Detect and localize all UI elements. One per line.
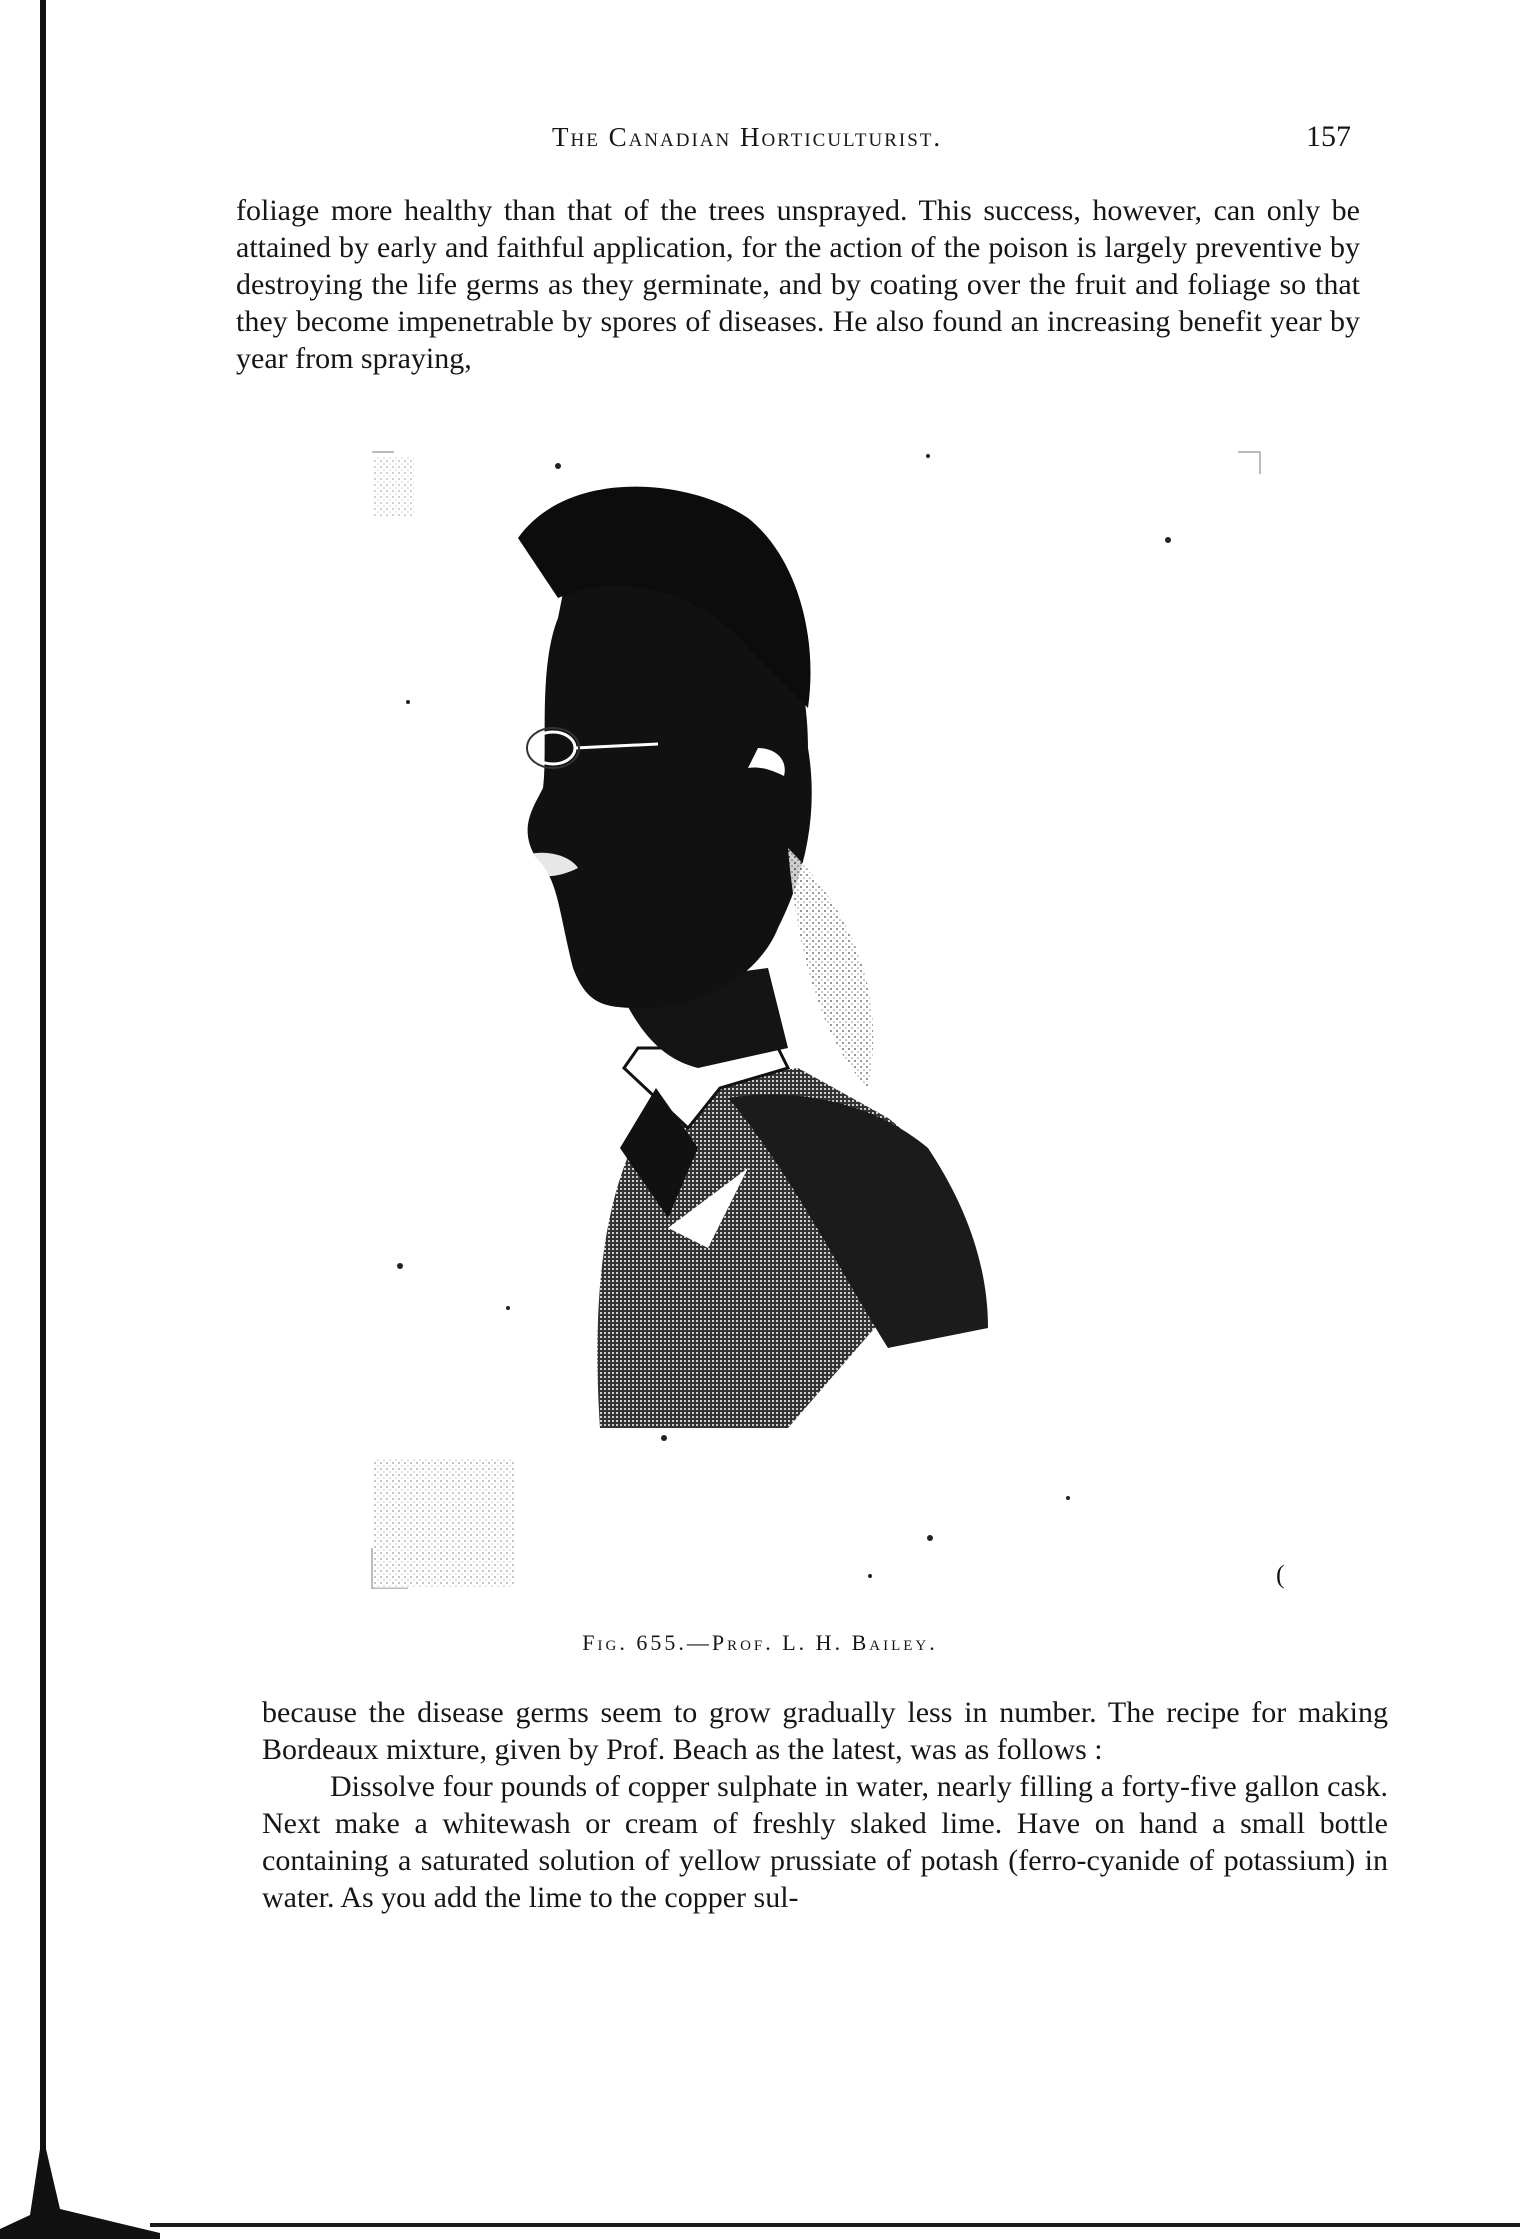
margin-mark: ( <box>1276 1560 1285 1589</box>
page-binding-edge <box>40 0 46 2239</box>
figure-caption: Fig. 655.—Prof. L. H. Bailey. <box>582 1630 938 1655</box>
page-number: 157 <box>1306 120 1351 153</box>
journal-title: The Canadian Horticulturist. <box>552 122 943 152</box>
binding-corner-shadow <box>0 2149 160 2239</box>
top-paragraph <box>236 192 1360 377</box>
running-head <box>0 118 1520 162</box>
body-paragraph: Dissolve four pounds of copper sulphate in water, nearly filling a forty-five gallon cask. Next make a whitewash or cream of freshly slaked lime. Have on hand a small bottle containing a saturated solution of yellow prussiate of potash (ferro-cyanide of potassium) in water. As you add the lime to the copper sul- <box>262 1770 1388 1914</box>
portrait-figure <box>368 448 1264 1594</box>
page-bottom-edge <box>150 2223 1520 2227</box>
bottom-text <box>262 1694 1388 1916</box>
body-paragraph: foliage more healthy than that of the trees unsprayed. This success, however, can only be attained by early and faithful application, for the action of the poison is largely preventive by destroying the life germs as they germinate, and by coating over the fruit and foliage so that they become impenetrable by spores of diseases. He also found an increasing benefit year by year from spraying, <box>236 194 1360 375</box>
body-paragraph: because the disease germs seem to grow gradually less in number. The recipe for making Bordeaux mixture, given by Prof. Beach as the latest, was as follows : <box>262 1696 1388 1766</box>
portrait-photo <box>368 448 1264 1594</box>
photo-border-traces <box>372 452 1260 1588</box>
